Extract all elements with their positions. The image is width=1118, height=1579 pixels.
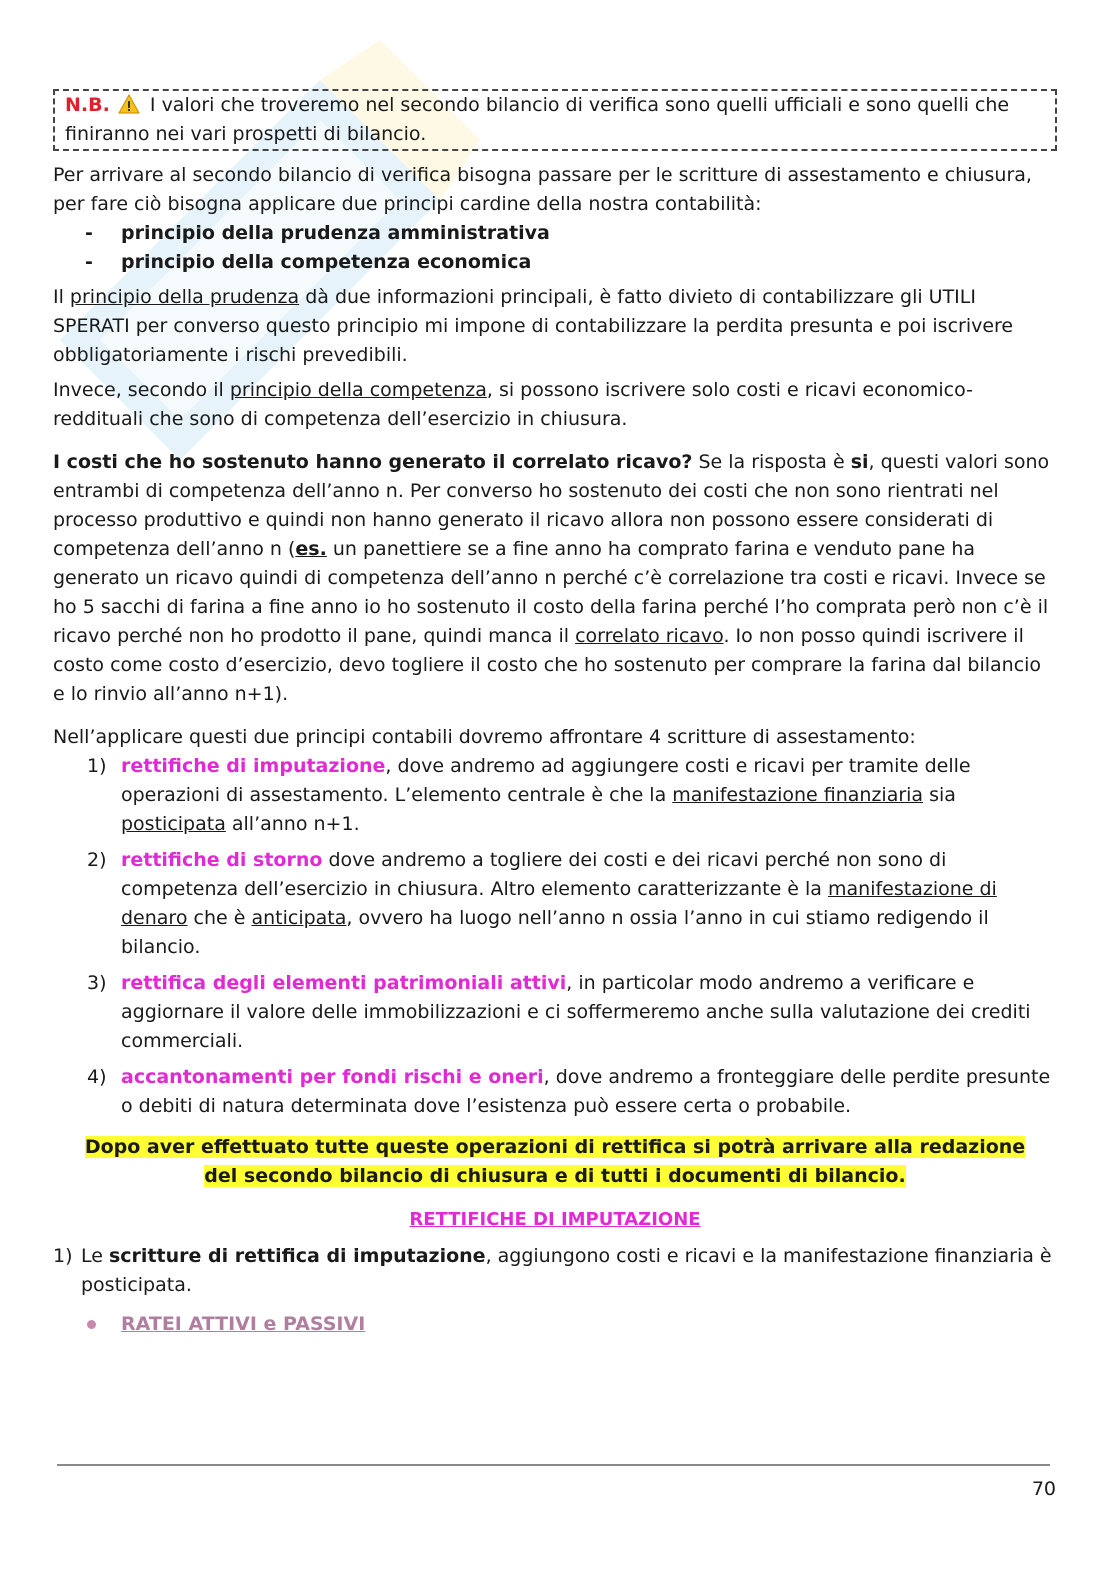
scrittura-title: accantonamenti per fondi rischi e oneri	[121, 1066, 544, 1088]
text-span: Le	[81, 1245, 109, 1267]
text-span: Il	[53, 286, 70, 308]
step-number: 1)	[53, 1245, 73, 1267]
bullet-text: RATEI ATTIVI e PASSIVI	[121, 1313, 366, 1335]
bullet-dot-icon	[87, 1320, 96, 1329]
highlight-line: del secondo bilancio di chiusura e di tutti i documenti di bilancio.	[204, 1165, 906, 1187]
text-span: Invece, secondo il	[53, 379, 230, 401]
item-number: 3)	[87, 972, 107, 994]
competenza-paragraph	[53, 376, 1057, 434]
scritture-intro: Nell’applicare questi due principi contabili dovremo affrontare 4 scritture di assestamento:	[53, 726, 916, 748]
principles-list	[53, 219, 1057, 277]
text-span: un panettiere se a fine anno ha comprato farina e venduto pane ha generato un ricavo quindi di competenza dell’anno n perché c’è correlazione tra costi e ricavi. Invece se ho 5 sacchi di farina a fine anno io ho sostenuto il costo della farina perché l’ho comprata però non c’è il ricavo perché non ho prodotto il pane, quindi manca il	[53, 538, 1049, 647]
highlight-conclusion	[53, 1133, 1057, 1191]
text-span: , aggiungono costi e ricavi e la manifestazione finanziaria è posticipata.	[81, 1245, 1052, 1296]
scrittura-title: rettifiche di storno	[121, 849, 323, 871]
prudenza-paragraph	[53, 283, 1057, 370]
item-number: 2)	[87, 849, 107, 871]
warning-icon	[118, 94, 140, 114]
scrittura-item	[53, 1063, 1057, 1121]
text-span: dà due informazioni principali, è fatto divieto di contabilizzare gli UTILI SPERATI per converso questo principio mi impone di contabilizzare la perdita presunta e poi iscrivere obbligatoriamente i rischi prevedibili.	[53, 286, 1014, 366]
text-span: all’anno n+1.	[225, 813, 360, 835]
scrittura-title: rettifica degli elementi patrimoniali attivi	[121, 972, 567, 994]
text-span: , ovvero ha luogo nell’anno n ossia l’anno in cui stiamo redigendo il bilancio.	[121, 907, 989, 958]
item-number: 4)	[87, 1066, 107, 1088]
principle-item: - principio della competenza economica	[53, 248, 1057, 277]
text-span: Se la risposta è	[692, 451, 851, 473]
page-number: 70	[1031, 1478, 1056, 1500]
text-span: , questi valori sono entrambi di competenza dell’anno n. Per converso ho sostenuto dei costi che non sono rientrati nel processo produttivo e quindi non hanno generato il ricavo allora non possono essere considerati di competenza dell’anno n (	[53, 451, 1050, 560]
scrittura-item	[53, 846, 1057, 962]
question-paragraph	[53, 448, 1057, 709]
step-paragraph	[53, 1242, 1057, 1300]
intro-paragraph: Per arrivare al secondo bilancio di verifica bisogna passare per le scritture di assestamento e chiusura, per fare ciò bisogna applicare due principi cardine della nostra contabilità:	[53, 164, 1032, 215]
text-span: che è	[187, 907, 252, 929]
bullet-item	[53, 1310, 1057, 1339]
highlight-line: Dopo aver effettuato tutte queste operazioni di rettifica si potrà arrivare alla redazione	[84, 1136, 1026, 1158]
nb-text: I valori che troveremo nel secondo bilancio di verifica sono quelli ufficiali e sono quelli che finiranno nei vari prospetti di bilancio.	[65, 94, 1010, 145]
correlato-term: correlato ricavo	[575, 625, 724, 647]
text-span: . Io non posso quindi iscrivere il costo come costo d’esercizio, devo togliere il costo che ho sostenuto per comprare la farina dal bilancio e lo rinvio all’anno n+1).	[53, 625, 1042, 705]
text-span: sia	[923, 784, 956, 806]
answer-si: si	[850, 451, 869, 473]
underlined-term: manifestazione finanziaria	[672, 784, 924, 806]
text-span: , dove andremo a fronteggiare delle perdite presunte o debiti di natura determinata dove l’esistenza può essere certa o probabile.	[121, 1066, 1051, 1117]
question-text: I costi che ho sostenuto hanno generato il correlato ricavo?	[53, 451, 693, 473]
text-span: dove andremo a togliere dei costi e dei ricavi perché non sono di competenza dell’esercizio in chiusura. Altro elemento caratterizzante è la	[121, 849, 947, 900]
nb-label: N.B.	[65, 94, 110, 116]
page-content	[53, 89, 1057, 1339]
step-bold: scritture di rettifica di imputazione	[108, 1245, 486, 1267]
underlined-term: posticipata	[121, 813, 226, 835]
text-span: , dove andremo ad aggiungere costi e ricavi per tramite delle operazioni di assestamento. L’elemento centrale è che la	[121, 755, 971, 806]
section-title: RETTIFICHE DI IMPUTAZIONE	[409, 1209, 701, 1230]
text-span: , in particolar modo andremo a verificare e aggiornare il valore delle immobilizzazioni e ci soffermeremo anche sulla valutazione dei crediti commerciali.	[121, 972, 1031, 1052]
nb-box	[53, 89, 1057, 151]
underlined-term: anticipata	[251, 907, 347, 929]
prudenza-term: principio della prudenza	[69, 286, 300, 308]
scrittura-title: rettifiche di imputazione	[121, 755, 386, 777]
principle-item: - principio della prudenza amministrativa	[53, 219, 1057, 248]
competenza-term: principio della competenza	[229, 379, 487, 401]
item-number: 1)	[87, 755, 107, 777]
scrittura-item	[53, 969, 1057, 1056]
example-label: es.	[295, 538, 327, 560]
footer-divider	[57, 1464, 1050, 1466]
underlined-term: manifestazione di denaro	[121, 878, 997, 929]
scrittura-item	[53, 752, 1057, 839]
scritture-list	[53, 752, 1057, 1121]
text-span: , si possono iscrivere solo costi e ricavi economico-reddituali che sono di competenza dell’esercizio in chiusura.	[53, 379, 973, 430]
